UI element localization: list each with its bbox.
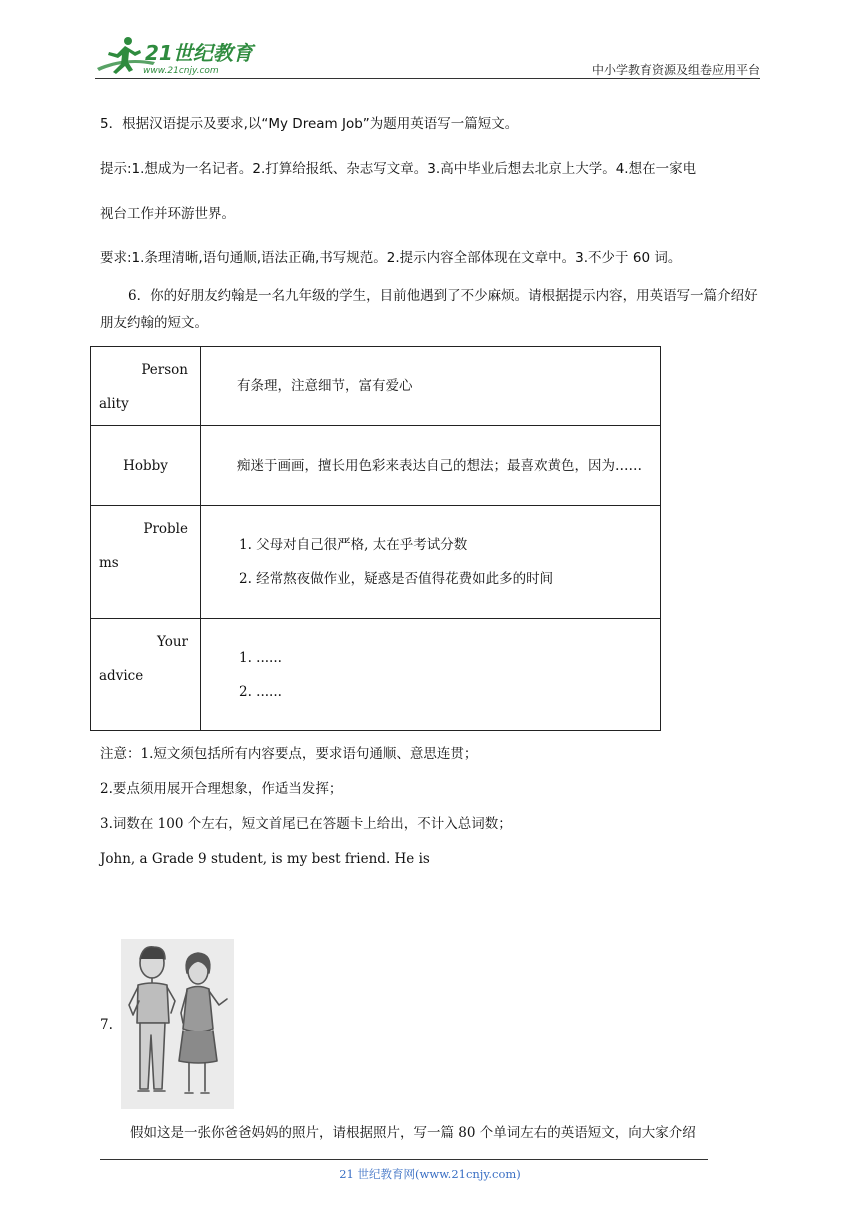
q6-notes (100, 740, 512, 874)
note-2: 2.要点须用展开合理想象，作适当发挥； (100, 781, 343, 797)
table-row-personality (91, 347, 661, 426)
footer-text: 21 世纪教育网(www.21cnjy.com) (339, 1167, 521, 1181)
q5-title: 5．根据汉语提示及要求,以“My Dream Job”为题用英语写一篇短文。 (100, 116, 519, 132)
john-info-table (90, 346, 661, 731)
svg-text:21世纪教育: 21世纪教育 (145, 41, 253, 65)
q5-requirement: 要求:1.条理清晰,语句通顺,语法正确,书写规范。2.提示内容全部体现在文章中。3.不少于 60 词。 (100, 250, 682, 266)
opening-sentence: John, a Grade 9 student, is my best friend. He is (100, 851, 430, 867)
table-row-advice (91, 619, 661, 731)
site-logo (95, 34, 260, 76)
q6-intro: 6．你的好朋友约翰是一名九年级的学生，目前他遇到了不少麻烦。请根据提示内容，用英语写一篇介绍好朋友约翰的短文。 (100, 288, 758, 331)
table-row-problems (91, 506, 661, 619)
table-row-hobby (91, 426, 661, 506)
page-header (95, 30, 760, 78)
problem-item: 1. 父母对自己很严格, 太在乎考试分数 (239, 537, 468, 553)
note-1: 注意：1.短文须包括所有内容要点，要求语句通顺、意思连贯； (100, 746, 478, 762)
q7-number: 7. (100, 1017, 113, 1033)
parents-photo (121, 939, 234, 1109)
footer-divider (100, 1159, 708, 1160)
header-divider (95, 78, 760, 79)
problems-value (201, 506, 661, 619)
personality-label: Person ality (91, 347, 201, 426)
problems-label: Proble ms (91, 506, 201, 619)
advice-item: 1. ...... (239, 649, 282, 666)
problem-item: 2. 经常熬夜做作业，疑惑是否值得花费如此多的时间 (239, 571, 554, 587)
advice-label: Your advice (91, 619, 201, 731)
platform-name: 中小学教育资源及组卷应用平台 (591, 63, 760, 77)
note-3: 3.词数在 100 个左右，短文首尾已在答题卡上给出，不计入总词数； (100, 816, 512, 832)
hobby-label: Hobby (91, 426, 201, 506)
advice-value (201, 619, 661, 731)
hobby-value: 痴迷于画画，擅长用色彩来表达自己的想法；最喜欢黄色，因为…… (201, 426, 661, 506)
q7-text: 假如这是一张你爸爸妈妈的照片，请根据照片，写一篇 80 个单词左右的英语短文，向大家介绍 (130, 1125, 696, 1141)
personality-value: 有条理，注意细节，富有爱心 (201, 347, 661, 426)
q5-hint-line-1: 提示:1.想成为一名记者。2.打算给报纸、杂志写文章。3.高中毕业后想去北京上大学。4.想在一家电 (100, 161, 697, 177)
advice-item: 2. ...... (239, 683, 282, 700)
q5-hint-line-2: 视台工作并环游世界。 (100, 206, 235, 222)
svg-text:www.21cnjy.com: www.21cnjy.com (143, 66, 219, 76)
